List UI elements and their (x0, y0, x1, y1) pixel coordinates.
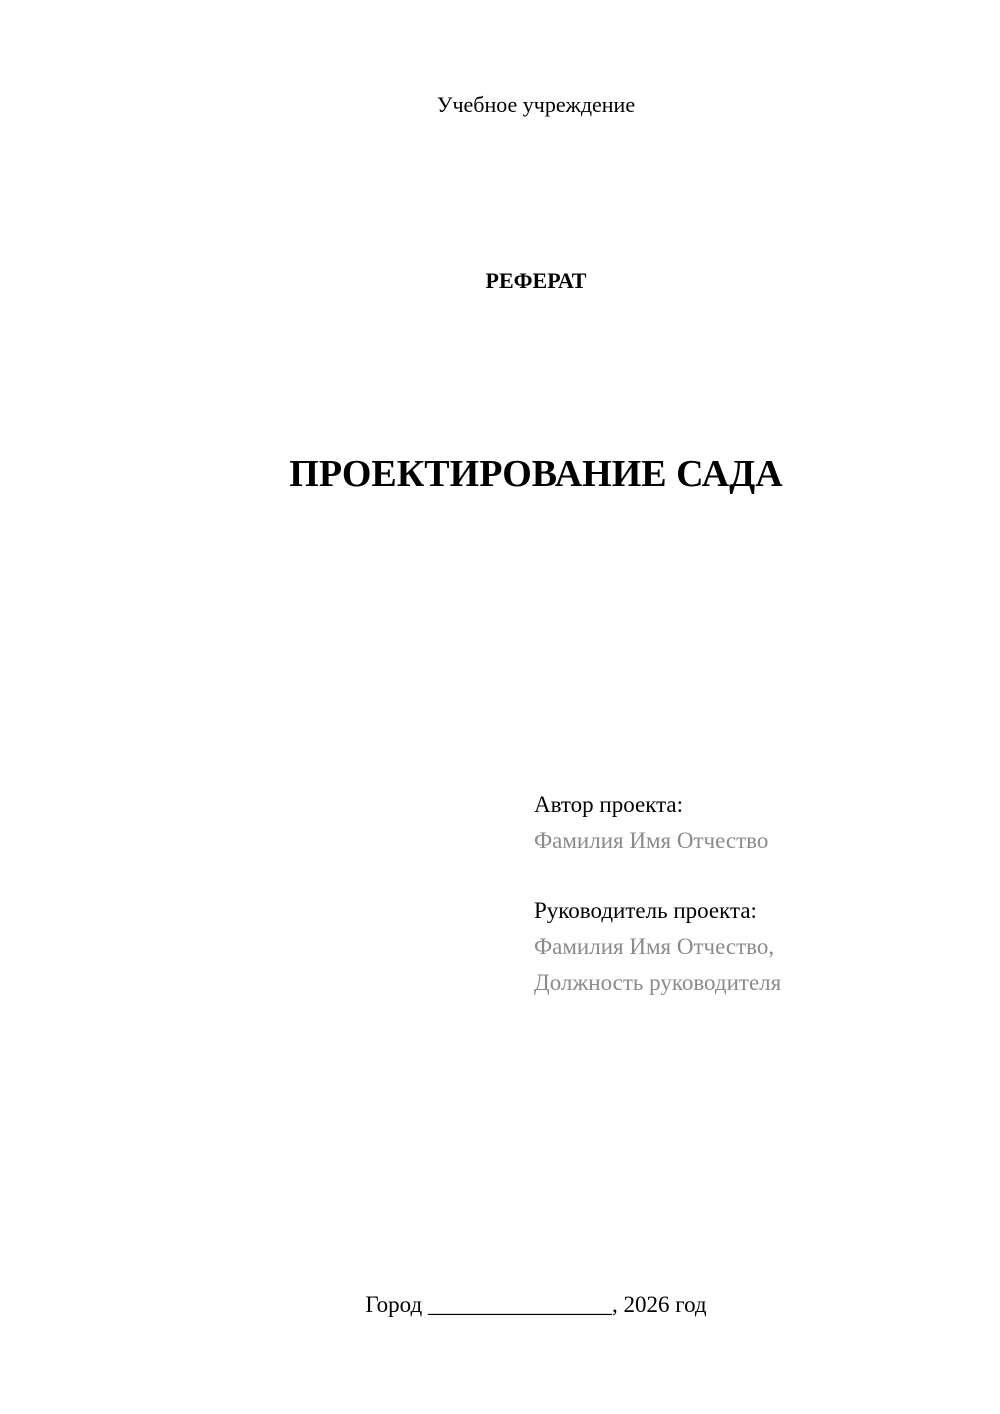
supervisor-position: Должность руководителя (534, 970, 782, 995)
supervisor-name: Фамилия Имя Отчество, (534, 934, 775, 959)
document-type: РЕФЕРАТ (485, 268, 587, 293)
spacer (534, 859, 974, 893)
author-label: Автор проекта: (534, 792, 683, 817)
credits-block (534, 787, 974, 1001)
author-name: Фамилия Имя Отчество (534, 828, 769, 853)
page-title: ПРОЕКТИРОВАНИЕ САДА (289, 453, 783, 495)
city-year-line: Город ________________, 2026 год (365, 1292, 707, 1317)
supervisor-label: Руководитель проекта: (534, 898, 757, 923)
institution-name: Учебное учреждение (436, 92, 636, 117)
